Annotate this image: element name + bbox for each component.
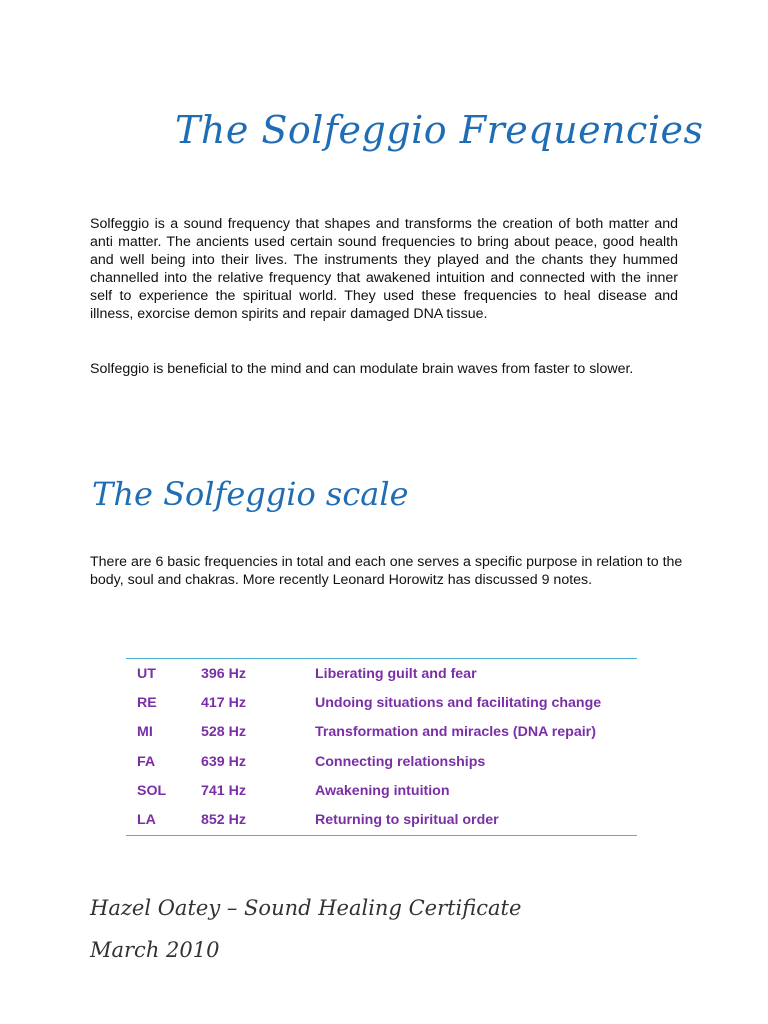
frequency-value: 396 Hz bbox=[201, 665, 246, 682]
frequency-value: 639 Hz bbox=[201, 753, 246, 770]
signature-date: March 2010 bbox=[90, 938, 220, 962]
frequency-table bbox=[126, 658, 637, 836]
scale-heading: The Solfeggio scale bbox=[92, 475, 409, 513]
frequency-value: 741 Hz bbox=[201, 782, 246, 799]
frequency-value: 417 Hz bbox=[201, 694, 246, 711]
table-row bbox=[126, 776, 637, 805]
intro-paragraph: Solfeggio is a sound frequency that shapes and transforms the creation of both matter and anti matter. The ancients used certain sound frequencies to bring about peace, good health and well being into their lives. The instruments they played and the chants they hummed channelled into the relative frequency that awakened intuition and connected with the inner self to experience the spiritual world. They used these frequencies to heal disease and illness, exorcise demon spirits and repair damaged DNA tissue. bbox=[90, 216, 678, 322]
frequency-purpose: Awakening intuition bbox=[315, 782, 450, 799]
frequency-purpose: Liberating guilt and fear bbox=[315, 665, 477, 682]
scale-paragraph: There are 6 basic frequencies in total and each one serves a specific purpose in relation to the body, soul and chakras. More recently Leonard Horowitz has discussed 9 notes. bbox=[90, 554, 683, 588]
note-name: FA bbox=[137, 753, 156, 770]
table-row bbox=[126, 718, 637, 747]
page-title: The Solfeggio Frequencies bbox=[175, 108, 704, 152]
frequency-purpose: Transformation and miracles (DNA repair) bbox=[315, 724, 596, 741]
frequency-purpose: Returning to spiritual order bbox=[315, 812, 499, 829]
intro-paragraph-brain-waves: Solfeggio is beneficial to the mind and can modulate brain waves from faster to slower. bbox=[90, 361, 634, 377]
note-name: SOL bbox=[137, 782, 167, 799]
frequency-value: 852 Hz bbox=[201, 812, 246, 829]
note-name: LA bbox=[137, 812, 156, 829]
author-signature: Hazel Oatey – Sound Healing Certificate bbox=[90, 896, 522, 920]
note-name: MI bbox=[137, 724, 153, 741]
note-name: UT bbox=[137, 665, 156, 682]
frequency-purpose: Connecting relationships bbox=[315, 753, 486, 770]
note-name: RE bbox=[137, 694, 157, 711]
frequency-value: 528 Hz bbox=[201, 724, 246, 741]
frequency-purpose: Undoing situations and facilitating change bbox=[315, 694, 602, 711]
table-row bbox=[126, 659, 637, 689]
table-row bbox=[126, 805, 637, 835]
table-row bbox=[126, 688, 637, 717]
table-row bbox=[126, 747, 637, 776]
